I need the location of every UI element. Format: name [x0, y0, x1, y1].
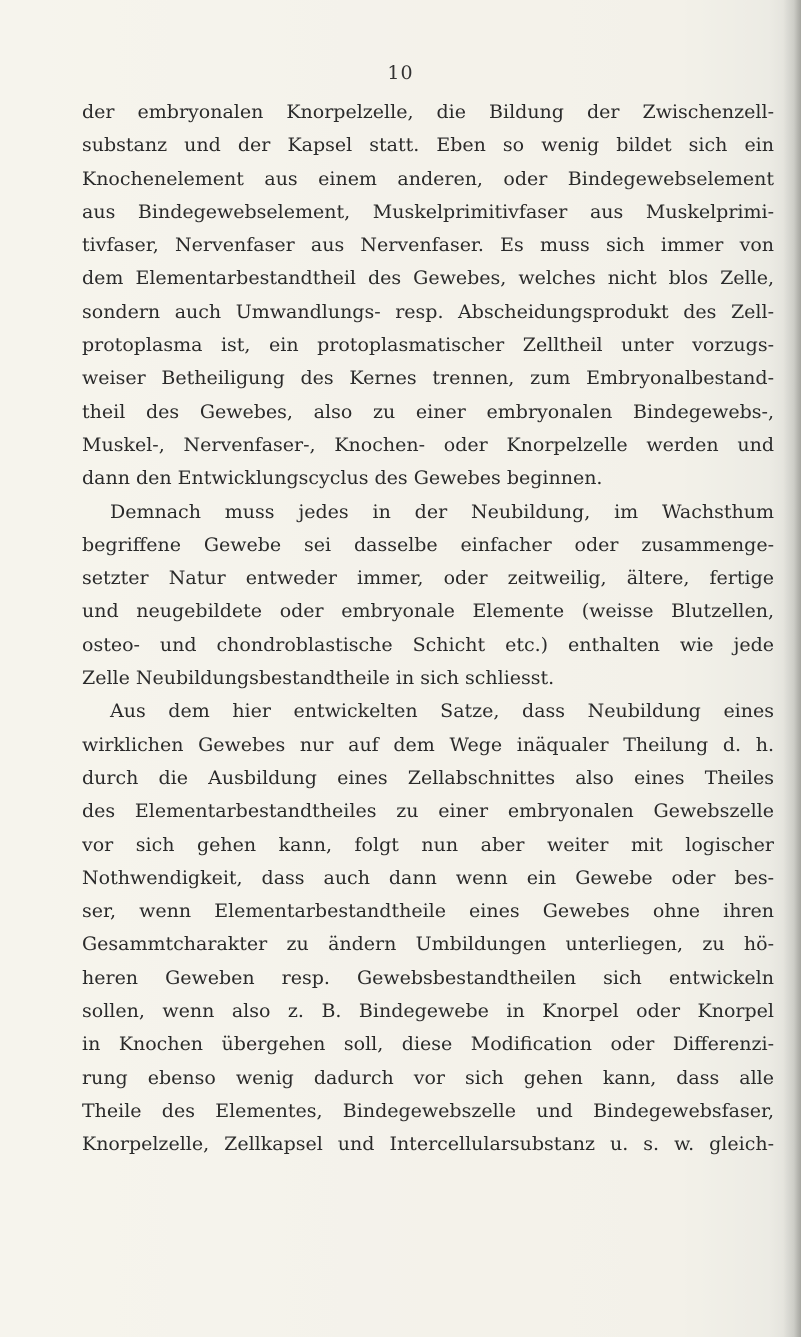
text-line: wirklichen Gewebes nur auf dem Wege inäqualer Theilung d. h.	[82, 733, 774, 756]
text-line: Knochenelement aus einem anderen, oder Bindegewebselement	[82, 167, 774, 190]
text-line: des Elementarbestandtheiles zu einer embryonalen Gewebszelle	[82, 800, 774, 823]
text-line: Demnach muss jedes in der Neubildung, im Wachsthum	[110, 500, 774, 523]
text-line: Gesammtcharakter zu ändern Umbildungen unterliegen, zu hö-	[82, 933, 774, 956]
text-line: weiser Betheiligung des Kernes trennen, zum Embryonalbestand-	[82, 367, 774, 390]
text-line: durch die Ausbildung eines Zellabschnittes also eines Theiles	[82, 766, 774, 789]
text-line: dem Elementarbestandtheil des Gewebes, welches nicht blos Zelle,	[82, 267, 774, 290]
page-number: 10	[387, 62, 414, 84]
text-line: Muskel-, Nervenfaser-, Knochen- oder Knorpelzelle werden und	[82, 433, 774, 456]
text-line: substanz und der Kapsel statt. Eben so wenig bildet sich ein	[82, 134, 774, 157]
text-line: heren Geweben resp. Gewebsbestandtheilen sich entwickeln	[82, 966, 774, 989]
text-line: Knorpelzelle, Zellkapsel und Intercellularsubstanz u. s. w. gleich-	[82, 1133, 774, 1156]
text-line: Aus dem hier entwickelten Satze, dass Neubildung eines	[110, 700, 774, 723]
text-line: aus Bindegewebselement, Muskelprimitivfaser aus Muskelprimi-	[82, 200, 774, 223]
text-line: protoplasma ist, ein protoplasmatischer Zelltheil unter vorzugs-	[82, 334, 774, 357]
page-edge-shadow	[783, 0, 801, 1337]
text-line: Nothwendigkeit, dass auch dann wenn ein Gewebe oder bes-	[82, 866, 774, 889]
text-line: sollen, wenn also z. B. Bindegewebe in Knorpel oder Knorpel	[82, 1000, 774, 1023]
text-line: ser, wenn Elementarbestandtheile eines Gewebes ohne ihren	[82, 900, 774, 923]
text-line: sondern auch Umwandlungs- resp. Abscheidungsprodukt des Zell-	[82, 300, 774, 323]
text-line: dann den Entwicklungscyclus des Gewebes beginnen.	[82, 467, 603, 490]
text-line: und neugebildete oder embryonale Elemente (weisse Blutzellen,	[82, 600, 774, 623]
text-line: der embryonalen Knorpelzelle, die Bildung der Zwischenzell-	[82, 101, 774, 123]
text-line: Zelle Neubildungsbestandtheile in sich schliesst.	[82, 667, 555, 690]
text-line: tivfaser, Nervenfaser aus Nervenfaser. Es muss sich immer von	[82, 234, 774, 257]
text-line: vor sich gehen kann, folgt nun aber weiter mit logischer	[82, 833, 774, 856]
text-line: in Knochen übergehen soll, diese Modification oder Differenzi-	[82, 1033, 774, 1056]
text-line: Theile des Elementes, Bindegewebszelle und Bindegewebsfaser,	[82, 1099, 774, 1122]
text-line: osteo- und chondroblastische Schicht etc.) enthalten wie jede	[82, 633, 774, 656]
text-line: rung ebenso wenig dadurch vor sich gehen kann, dass alle	[82, 1066, 774, 1089]
text-line: setzter Natur entweder immer, oder zeitweilig, ältere, fertige	[82, 567, 774, 590]
text-line: theil des Gewebes, also zu einer embryonalen Bindegewebs-,	[82, 400, 774, 423]
body-text	[82, 96, 774, 1162]
text-line: begriffene Gewebe sei dasselbe einfacher oder zusammenge-	[82, 533, 774, 556]
